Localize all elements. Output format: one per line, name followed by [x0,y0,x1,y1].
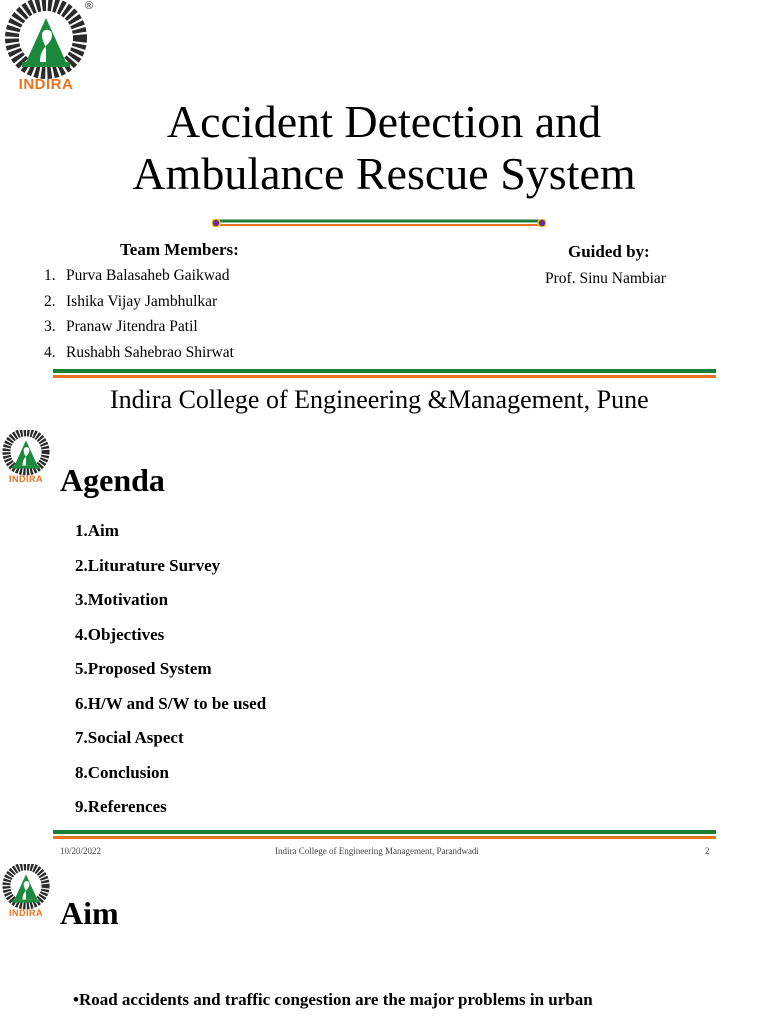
list-item: 6.H/W and S/W to be used [75,693,267,713]
indira-logo [2,0,90,96]
list-item: 2. Ishika Vijay Jambhulkar [44,292,218,310]
list-item: 5.Proposed System [75,659,212,678]
list-item: 9.References [75,797,167,816]
logo-text: INDIRA [9,908,43,918]
slide-divider [53,830,716,839]
list-item: 8.Conclusion [75,762,169,782]
indira-emblem-icon [0,430,52,476]
agenda-list [75,520,266,831]
aim-bullet-text: •Road accidents and traffic congestion are the major problems in urban [73,990,593,1009]
member-name: Purva Balasaheb Gaikwad [66,267,230,284]
decorative-line-icon [212,219,546,227]
list-item: 2.Liturature Survey [75,555,221,575]
list-item: 4.Objectives [75,624,165,644]
guided-by-heading: Guided by: [568,242,650,261]
footer-date: 10/20/2022 [60,846,102,856]
indira-emblem-icon [2,0,90,80]
member-name: Rushabh Sahebrao Shirwat [66,344,234,362]
guide-name: Prof. Sinu Nambiar [545,270,666,287]
agenda-title: Agenda [60,462,165,498]
member-name: Pranaw Jitendra Patil [66,318,198,336]
aim-title: Aim [60,895,119,931]
footer-center-text: Indira College of Engineering Management, Parandwadi [275,846,479,856]
registered-mark: ® [85,0,94,12]
indira-logo [0,430,52,488]
title-line-2: Ambulance Rescue System [132,148,636,199]
team-members-heading: Team Members: [120,240,239,259]
list-item: 7.Social Aspect [75,728,184,747]
footer-page-number: 2 [705,846,710,856]
list-item: 1. Purva Balasaheb Gaikwad [44,267,230,284]
list-item: 4. Rushabh Sahebrao Shirwat [44,344,234,362]
presentation-title [60,96,708,200]
list-item: 3.Motivation [75,590,169,609]
slide-divider [53,369,716,378]
logo-text: INDIRA [9,474,43,484]
member-name: Ishika Vijay Jambhulkar [66,292,218,310]
indira-emblem-icon [0,864,52,910]
logo-text: INDIRA [18,76,74,93]
college-name: Indira College of Engineering &Management, Pune [110,385,649,414]
list-item: 3. Pranaw Jitendra Patil [44,318,198,336]
indira-logo [0,864,52,922]
list-item: 1.Aim [75,521,119,540]
title-line-1: Accident Detection and [166,96,602,147]
team-members-list [44,265,234,368]
